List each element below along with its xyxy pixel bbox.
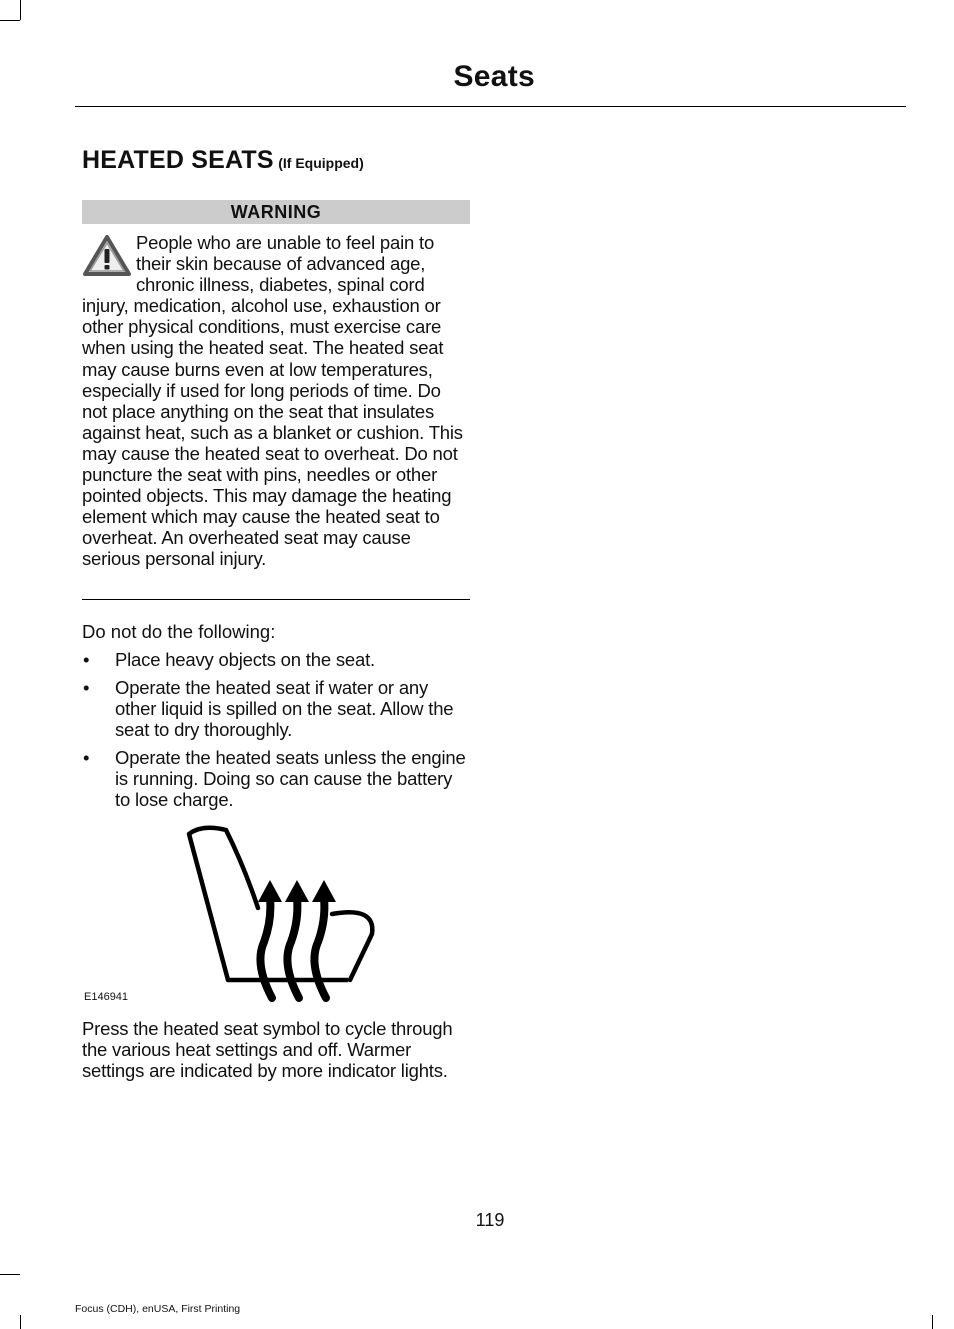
list-item-text: Operate the heated seats unless the engine is running. Doing so can cause the battery to lose charge.: [115, 747, 466, 810]
crop-mark: [0, 1274, 20, 1275]
instructions-intro: Do not do the following:: [82, 621, 276, 642]
list-item: [82, 677, 472, 740]
list-item-text: Place heavy objects on the seat.: [115, 649, 375, 670]
list-item-text: Operate the heated seat if water or any other liquid is spilled on the seat. Allow the seat to dry thoroughly.: [115, 677, 454, 740]
warning-triangle-icon: [82, 234, 132, 278]
heated-seat-icon: [180, 822, 380, 1004]
warning-label: WARNING: [82, 200, 470, 224]
warning-text: People who are unable to feel pain to their skin because of advanced age, chronic illness, diabetes, spinal cord injury, medication, alcohol use, exhaustion or other physical conditions, must exercise care when using the heated seat. The heated seat may cause burns even at low temperatures, especially if used for long periods of time. Do not place anything on the seat that insulates against heat, such as a blanket or cushion. This may cause the heated seat to overheat. Do not puncture the seat with pins, needles or other pointed objects. This may damage the heating element which may cause the heated seat to overheat. An overheated seat may cause serious personal injury.: [82, 232, 463, 570]
page-number: 119: [475, 1210, 505, 1230]
footer-text: Focus (CDH), enUSA, First Printing: [75, 1303, 241, 1315]
crop-mark: [0, 20, 20, 21]
figure-code: E146941: [84, 991, 129, 1003]
bullet: •: [83, 747, 90, 768]
list-item: [82, 747, 472, 810]
section-heading-text: HEATED SEATS: [82, 146, 274, 174]
list-item: [82, 649, 472, 670]
bullet: •: [83, 649, 90, 670]
crop-mark: [932, 1315, 933, 1329]
body-paragraph: Press the heated seat symbol to cycle through the various heat settings and off. Warmer settings are indicated by more indicator lights.: [82, 1018, 453, 1082]
section-heading: [82, 146, 364, 175]
warning-body: [82, 232, 470, 570]
header-divider: [75, 106, 906, 107]
crop-mark: [20, 0, 21, 20]
instructions-list: [82, 649, 472, 817]
crop-mark: [20, 1315, 21, 1329]
section-heading-qualifier: (If Equipped): [278, 155, 364, 171]
bullet: •: [83, 677, 90, 698]
warning-divider: [82, 599, 470, 600]
page-title: Seats: [453, 60, 535, 93]
